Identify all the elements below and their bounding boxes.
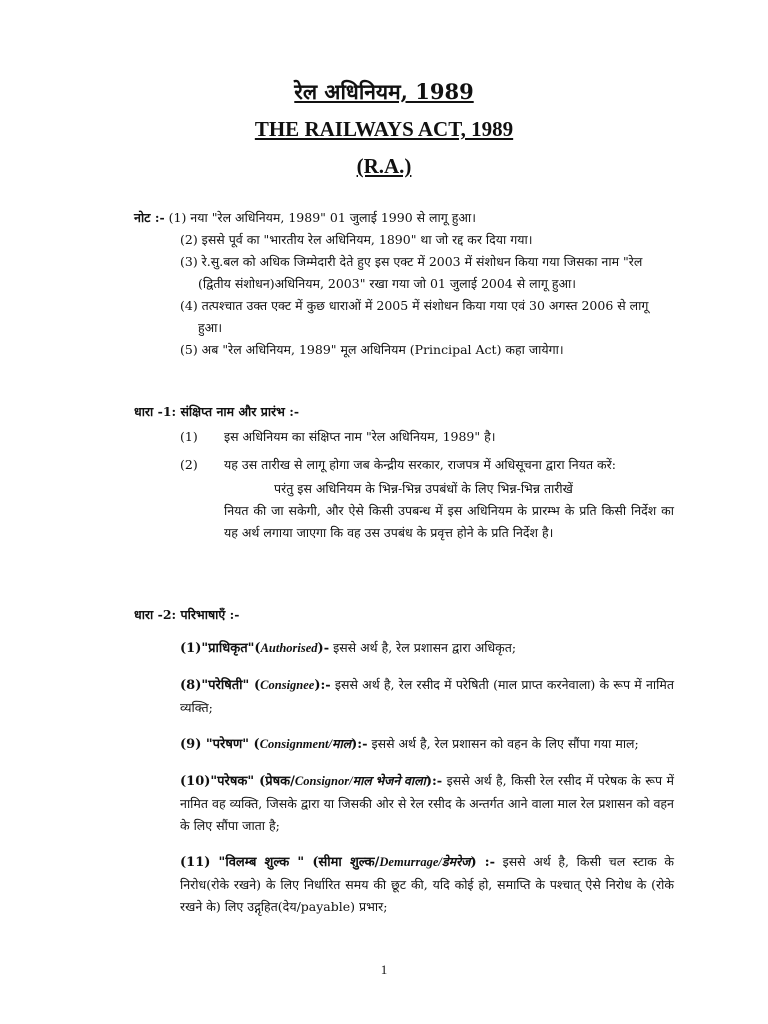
page-number: 1 — [380, 962, 388, 977]
item-number: (1) — [180, 429, 198, 444]
definition-body: इससे अर्थ है, रेल प्रशासन को वहन के लिए सौंपा गया माल; — [367, 736, 639, 751]
title-abbreviation: (R.A.) — [356, 154, 412, 178]
notes-block — [134, 207, 674, 361]
definition-item: (11) "विलम्ब शुल्क " (सीमा शुल्क/Demurrage/डेमरेज) :- इससे अर्थ है, किसी चल स्टाक के निरोध(रोके रखने) के लिए निर्धारित समय की छूट की, यदि कोई हो, समाप्ति के पश्चात् ऐसे निरोध के (रोके रखने के) लिए उद्गृहित(देय/payable) प्रभार; — [180, 854, 674, 914]
note-first-row — [134, 207, 674, 229]
definition-item: (1)"प्राधिकृत"(Authorised)- इससे अर्थ है, रेल प्रशासन द्वारा अधिकृत; — [180, 640, 517, 656]
proviso-paragraph — [134, 478, 674, 544]
proviso-first-line: परंतु इस अधिनियम के भिन्न-भिन्न उपबंधों के लिए भिन्न-भिन्न तारीखें — [274, 481, 573, 496]
definition-body: इससे अर्थ है, रेल प्रशासन द्वारा अधिकृत; — [329, 640, 517, 655]
definition-term: (10)"परेषक" (प्रेषक/ — [180, 774, 295, 789]
item-number: (2) — [180, 457, 198, 472]
proviso-rest: नियत की जा सकेगी, और ऐसे किसी उपबन्ध में इस अधिनियम के प्रारम्भ के प्रति किसी निर्देश का यह अर्थ लगाया जाएगा कि वह उस उपबंध के प्रवृत्त होने के प्रति निर्देश है। — [224, 503, 674, 540]
definition-body: इससे अर्थ है, रेल रसीद में परेषिती (माल प्राप्त करनेवाला) के रूप में नामित व्यक्ति; — [180, 677, 674, 715]
definition-item: (10)"परेषक" (प्रेषक/Consignor/माल भेजने वाला):- इससे अर्थ है, किसी रेल रसीद में परेषक के रूप में नामित वह व्यक्ति, जिसके द्वारा या जिसकी ओर से रेल रसीद के अन्तर्गत आने वाला माल रेल प्रशासन को वहन के लिए सौंपा जाता है; — [180, 773, 674, 833]
definition-term: (9) "परेषण" ( — [180, 737, 260, 752]
definition-term-english: Consignor/माल भेजने वाला — [294, 774, 426, 788]
item-text: इस अधिनियम का संक्षिप्त नाम "रेल अधिनियम, 1989" है। — [224, 429, 496, 444]
notes-label: नोट :- — [134, 210, 165, 225]
note-item: (5) अब "रेल अधिनियम, 1989" मूल अधिनियम (Principal Act) कहा जायेगा। — [180, 342, 564, 357]
note-item: (4) तत्पश्चात उक्त एक्ट में कुछ धाराओं में 2005 में संशोधन किया गया एवं 30 अगस्त 2006 से लागू हुआ। — [180, 298, 649, 335]
definition-term-english: Consignee — [260, 678, 315, 692]
note-list — [134, 229, 674, 361]
definition-item: (9) "परेषण" (Consignment/माल):- इससे अर्थ है, रेल प्रशासन को वहन के लिए सौंपा गया माल; — [180, 736, 639, 752]
definition-term-english: Consignment/माल — [259, 737, 352, 751]
title-english: THE RAILWAYS ACT, 1989 — [254, 117, 514, 141]
definition-body: इससे अर्थ है, किसी चल स्टाक के निरोध(रोके रखने) के लिए निर्धारित समय की छूट की, यदि कोई हो, समाप्ति के पश्चात् ऐसे निरोध के (रोके रखने के) लिए उद्गृहित(देय/payable) प्रभार; — [180, 854, 674, 914]
section-1-heading: धारा -1: संक्षिप्त नाम और प्रारंभ :- — [134, 404, 300, 419]
definition-body: इससे अर्थ है, किसी रेल रसीद में परेषक के रूप में नामित वह व्यक्ति, जिसके द्वारा या जिसकी ओर से रेल रसीद के अन्तर्गत आने वाला माल रेल प्रशासन को वहन के लिए सौंपा जाता है; — [180, 773, 674, 833]
definition-item: (8)"परेषिती" (Consignee):- इससे अर्थ है, रेल रसीद में परेषिती (माल प्राप्त करनेवाला) के रूप में नामित व्यक्ति; — [180, 677, 674, 715]
note-item: (3) रे.सु.बल को अधिक जिम्मेदारी देते हुए इस एक्ट में 2003 में संशोधन किया गया जिसका नाम "रेल (द्वितीय संशोधन)अधिनियम, 2003" रखा गया जो 01 जुलाई 2004 से लागू हुआ। — [180, 254, 643, 291]
definition-term: (1)"प्राधिकृत"( — [180, 641, 261, 656]
note-item: (2) इससे पूर्व का "भारतीय रेल अधिनियम, 1890" था जो रद्द कर दिया गया। — [180, 232, 533, 247]
section-2 — [134, 606, 674, 918]
definition-term-english: Authorised — [260, 641, 318, 655]
definition-term: (8)"परेषिती" ( — [180, 678, 261, 693]
definition-term: (11) "विलम्ब शुल्क " (सीमा शुल्क/ — [180, 855, 380, 870]
section-1 — [134, 403, 674, 544]
definition-term-english: Demurrage/डेमरेज — [379, 855, 471, 869]
title-hindi: रेल अधिनियम, 1989 — [294, 79, 474, 104]
note-item: (1) नया "रेल अधिनियम, 1989" 01 जुलाई 1990 से लागू हुआ। — [168, 210, 476, 225]
item-text: यह उस तारीख से लागू होगा जब केन्द्रीय सरकार, राजपत्र में अधिसूचना द्वारा नियत करें: — [224, 457, 616, 472]
section-1-item — [134, 426, 674, 448]
section-2-heading: धारा -2: परिभाषाएँ :- — [134, 607, 240, 622]
section-1-item — [134, 454, 674, 476]
